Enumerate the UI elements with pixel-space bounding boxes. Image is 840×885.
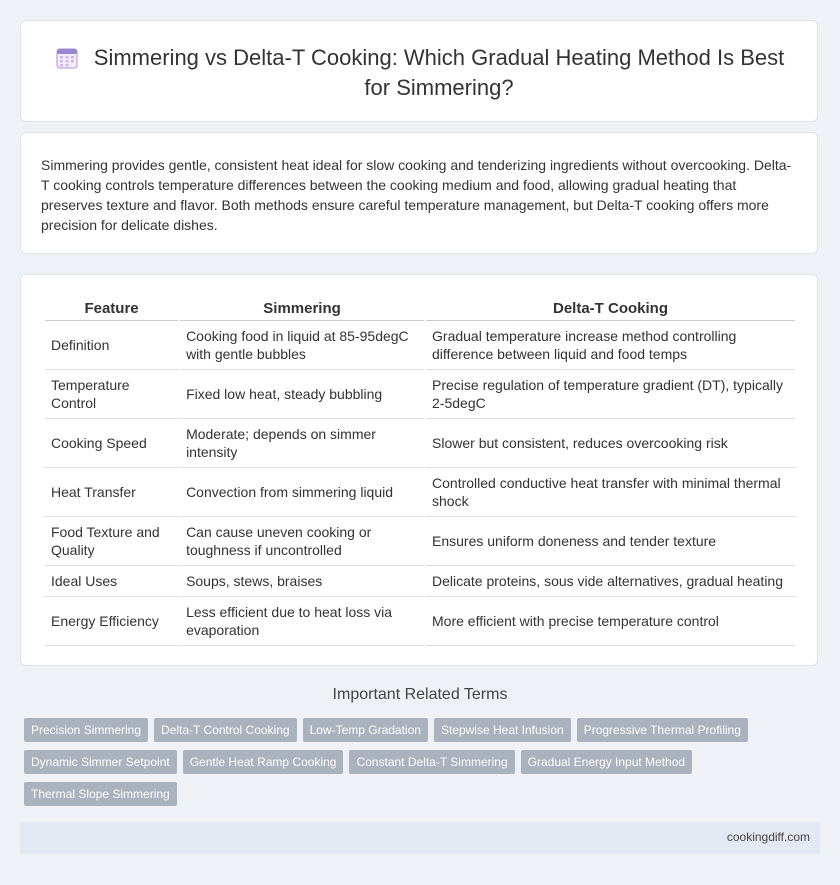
- related-tag[interactable]: Low-Temp Gradation: [303, 718, 428, 742]
- intro-text: Simmering provides gentle, consistent heat ideal for slow cooking and tenderizing ingredients without overcooking. Delta-T cooking controls temperature differences between the cooking medium and food, allowing gradual heating that preserves texture and flavor. Both methods ensure careful temperature management, but Delta-T cooking offers more precision for delicate dishes.: [41, 157, 792, 233]
- table-row: [45, 597, 795, 646]
- feature-cell: Temperature Control: [45, 370, 178, 419]
- simmering-cell: Can cause uneven cooking or toughness if uncontrolled: [180, 517, 424, 566]
- feature-cell: Heat Transfer: [45, 468, 178, 517]
- related-tag[interactable]: Delta-T Control Cooking: [154, 718, 297, 742]
- related-tag[interactable]: Constant Delta-T Simmering: [349, 750, 514, 774]
- related-tags: [24, 718, 784, 814]
- delta-t-cell: Gradual temperature increase method controlling difference between liquid and food temps: [426, 321, 795, 370]
- delta-t-cell: Precise regulation of temperature gradient (DT), typically 2-5degC: [426, 370, 795, 419]
- footer-site-link[interactable]: cookingdiff.com: [726, 830, 810, 844]
- delta-t-cell: Controlled conductive heat transfer with minimal thermal shock: [426, 468, 795, 517]
- simmering-cell: Fixed low heat, steady bubbling: [180, 370, 424, 419]
- related-tag[interactable]: Thermal Slope Simmering: [24, 782, 177, 806]
- header-feature: Feature: [45, 297, 178, 321]
- feature-cell: Cooking Speed: [45, 419, 178, 468]
- comparison-table: [43, 297, 797, 646]
- related-tag[interactable]: Dynamic Simmer Setpoint: [24, 750, 177, 774]
- calendar-icon: [55, 46, 79, 70]
- table-row: [45, 419, 795, 468]
- related-tag[interactable]: Precision Simmering: [24, 718, 148, 742]
- simmering-cell: Soups, stews, braises: [180, 566, 424, 597]
- table-header-row: [45, 297, 795, 321]
- related-tag[interactable]: Stepwise Heat Infusion: [434, 718, 571, 742]
- related-terms-title: Important Related Terms: [332, 686, 508, 703]
- simmering-cell: Convection from simmering liquid: [180, 468, 424, 517]
- delta-t-cell: Slower but consistent, reduces overcooking risk: [426, 419, 795, 468]
- simmering-cell: Cooking food in liquid at 85-95degC with gentle bubbles: [180, 321, 424, 370]
- related-tag[interactable]: Progressive Thermal Profiling: [577, 718, 748, 742]
- header-card: [20, 20, 818, 122]
- feature-cell: Food Texture and Quality: [45, 517, 178, 566]
- footer: [20, 822, 820, 854]
- header-delta-t: Delta-T Cooking: [426, 297, 795, 321]
- delta-t-cell: More efficient with precise temperature control: [426, 597, 795, 646]
- feature-cell: Ideal Uses: [45, 566, 178, 597]
- related-tag[interactable]: Gentle Heat Ramp Cooking: [183, 750, 344, 774]
- delta-t-cell: Ensures uniform doneness and tender texture: [426, 517, 795, 566]
- table-row: [45, 370, 795, 419]
- related-tag[interactable]: Gradual Energy Input Method: [521, 750, 692, 774]
- feature-cell: Energy Efficiency: [45, 597, 178, 646]
- simmering-cell: Moderate; depends on simmer intensity: [180, 419, 424, 468]
- header-simmering: Simmering: [180, 297, 424, 321]
- simmering-cell: Less efficient due to heat loss via evaporation: [180, 597, 424, 646]
- table-row: [45, 321, 795, 370]
- table-row: [45, 566, 795, 597]
- table-row: [45, 468, 795, 517]
- page-title: Simmering vs Delta-T Cooking: Which Gradual Heating Method Is Best for Simmering?: [93, 45, 785, 100]
- table-row: [45, 517, 795, 566]
- intro-card: [20, 132, 818, 254]
- feature-cell: Definition: [45, 321, 178, 370]
- delta-t-cell: Delicate proteins, sous vide alternatives, gradual heating: [426, 566, 795, 597]
- comparison-table-card: [20, 274, 818, 666]
